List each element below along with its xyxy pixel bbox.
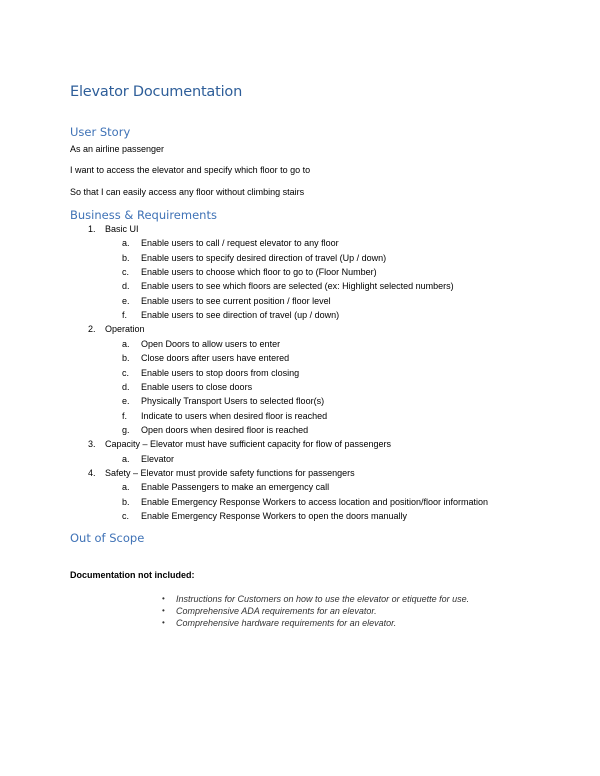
business-requirements-heading: Business & Requirements bbox=[70, 208, 217, 222]
subitem-text: Open Doors to allow users to enter bbox=[141, 338, 281, 349]
subitem-text: Enable users to stop doors from closing bbox=[141, 367, 300, 378]
subitem-letter: a. bbox=[122, 238, 130, 249]
subitem-letter: a. bbox=[122, 338, 130, 349]
subitem-letter: d. bbox=[122, 281, 130, 292]
subitem-text: Enable Emergency Response Workers to access location and position/floor information bbox=[141, 496, 489, 507]
subitem-text: Enable users to see current position / floor level bbox=[141, 295, 331, 306]
subitem-letter: a. bbox=[122, 453, 130, 464]
subitem-text: Enable users to call / request elevator to any floor bbox=[141, 238, 339, 249]
subitem-letter: b. bbox=[122, 353, 130, 364]
requirement-label: Operation bbox=[105, 324, 145, 335]
subitem-letter: b. bbox=[122, 252, 130, 263]
subitem-text: Enable Passengers to make an emergency call bbox=[141, 482, 330, 493]
subitem-letter: a. bbox=[122, 482, 130, 493]
subitem-letter: c. bbox=[122, 367, 130, 378]
requirement-label: Capacity – Elevator must have sufficient capacity for flow of passengers bbox=[105, 439, 391, 450]
out-of-scope-item-text: Comprehensive hardware requirements for an elevator. bbox=[176, 618, 397, 628]
user-story-line: As an airline passenger bbox=[70, 144, 165, 154]
user-story-heading: User Story bbox=[70, 125, 131, 139]
document-title: Elevator Documentation bbox=[70, 84, 243, 100]
requirement-label: Safety – Elevator must provide safety functions for passengers bbox=[105, 467, 355, 478]
subitem-letter: e. bbox=[122, 396, 130, 407]
subitem-letter: f. bbox=[122, 310, 128, 321]
subitem-letter: c. bbox=[122, 511, 130, 521]
user-story-line: I want to access the elevator and specify which floor to go to bbox=[70, 165, 311, 175]
subitem-letter: c. bbox=[122, 267, 130, 278]
requirement-number: 2. bbox=[88, 324, 96, 335]
subitem-text: Physically Transport Users to selected floor(s) bbox=[141, 396, 325, 407]
subitem-letter: g. bbox=[122, 424, 130, 435]
subitem-letter: b. bbox=[122, 496, 130, 507]
subitem-letter: f. bbox=[122, 410, 128, 421]
subitem-text: Enable users to close doors bbox=[141, 381, 253, 392]
requirement-number: 1. bbox=[88, 224, 96, 234]
subitem-text: Enable users to see direction of travel (up / down) bbox=[141, 310, 340, 321]
out-of-scope-item-text: Instructions for Customers on how to use the elevator or etiquette for use. bbox=[176, 594, 470, 604]
bullet-icon: • bbox=[162, 594, 165, 603]
subitem-text: Elevator bbox=[141, 453, 175, 464]
subitem-text: Enable users to see which floors are selected (ex: Highlight selected numbers) bbox=[141, 281, 454, 292]
bullet-icon: • bbox=[162, 606, 165, 615]
subitem-text: Enable users to specify desired direction of travel (Up / down) bbox=[141, 252, 387, 263]
documentation-not-included-label: Documentation not included: bbox=[70, 570, 195, 580]
out-of-scope-heading: Out of Scope bbox=[70, 531, 145, 545]
subitem-letter: e. bbox=[122, 295, 130, 306]
subitem-text: Enable Emergency Response Workers to open the doors manually bbox=[141, 511, 407, 521]
requirement-label: Basic UI bbox=[105, 224, 139, 234]
subitem-text: Indicate to users when desired floor is reached bbox=[141, 410, 328, 421]
subitem-letter: d. bbox=[122, 381, 130, 392]
subitem-text: Open doors when desired floor is reached bbox=[141, 424, 309, 435]
out-of-scope-item-text: Comprehensive ADA requirements for an elevator. bbox=[176, 606, 377, 616]
requirement-number: 4. bbox=[88, 467, 96, 478]
requirement-number: 3. bbox=[88, 439, 96, 450]
subitem-text: Enable users to choose which floor to go to (Floor Number) bbox=[141, 267, 377, 278]
subitem-text: Close doors after users have entered bbox=[141, 353, 290, 364]
bullet-icon: • bbox=[162, 618, 165, 627]
user-story-line: So that I can easily access any floor without climbing stairs bbox=[70, 187, 305, 197]
